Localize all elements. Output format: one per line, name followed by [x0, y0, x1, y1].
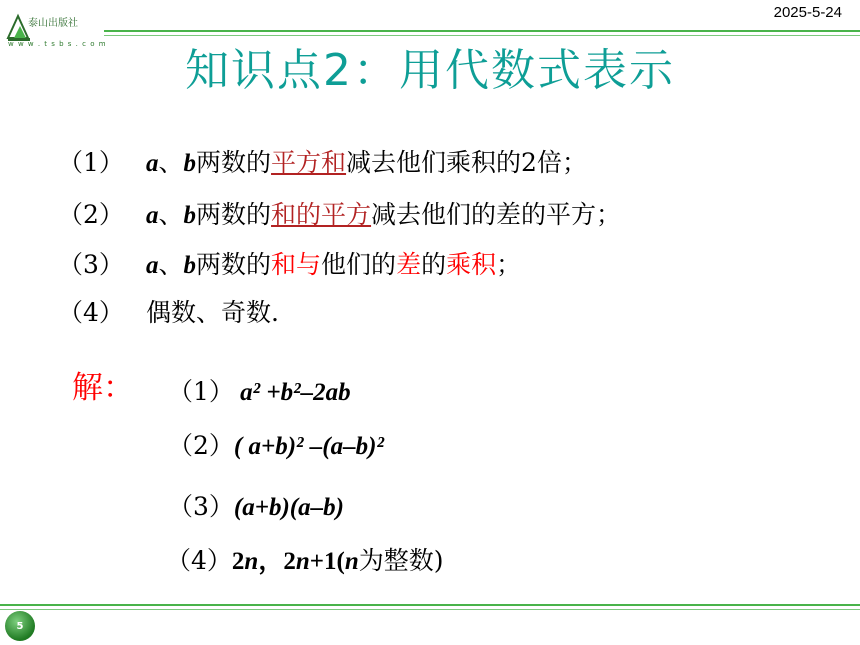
answer-text: 2	[231, 548, 245, 575]
answer-number: （1）	[168, 377, 234, 406]
slide-title: 知识点2：用代数式表示	[185, 45, 675, 96]
highlight-term: 乘积	[446, 250, 497, 279]
footer-rule-thin	[0, 609, 860, 610]
text: 两数的	[196, 148, 272, 177]
var-a: a	[146, 252, 159, 279]
question-2	[58, 195, 621, 231]
answer-text: 为整数)	[358, 546, 444, 575]
answer-4	[166, 541, 443, 577]
page-number-badge: 5	[5, 611, 35, 641]
solution-label: 解：	[72, 370, 134, 406]
publisher-url: w w w . t s b s . c o m	[8, 40, 107, 48]
answer-number: （3）	[168, 492, 234, 521]
question-number: （3）	[58, 250, 124, 279]
answer-2	[168, 426, 384, 462]
answer-expression: a² +b²–2ab	[233, 379, 351, 406]
text: 两数的	[196, 250, 272, 279]
question-number: （1）	[58, 148, 124, 177]
var-a: a	[146, 150, 159, 177]
answer-expression: ( a+b)² –(a–b)²	[233, 433, 384, 460]
underlined-term: 和的平方	[271, 200, 372, 229]
var-b: b	[183, 202, 197, 229]
text: 两数的	[196, 200, 272, 229]
separator: 、	[158, 148, 184, 177]
answer-number: （2）	[168, 431, 234, 460]
text: 他们的	[321, 250, 397, 279]
text: 偶数、奇数.	[146, 298, 279, 327]
highlight-term: 和与	[271, 250, 322, 279]
underlined-term: 平方和	[271, 148, 347, 177]
var-n: n	[295, 548, 310, 575]
answer-3	[168, 487, 344, 523]
publisher-name: 泰山出版社	[28, 18, 78, 29]
text: 的	[421, 250, 447, 279]
footer-rule	[0, 604, 860, 606]
answer-text: ，2	[258, 548, 296, 575]
text: 减去他们乘积的2倍；	[346, 148, 587, 177]
answer-text: +1(	[309, 548, 345, 575]
answer-number: （4）	[166, 546, 232, 575]
var-b: b	[183, 252, 197, 279]
question-number: （4）	[58, 298, 124, 327]
question-3	[58, 245, 521, 281]
separator: 、	[158, 250, 184, 279]
header-rule	[104, 30, 860, 32]
question-4	[58, 293, 279, 329]
separator: 、	[158, 200, 184, 229]
question-1	[58, 143, 587, 179]
var-n: n	[244, 548, 259, 575]
text: 减去他们的差的平方；	[371, 200, 622, 229]
answer-expression: (a+b)(a–b)	[233, 494, 344, 521]
var-b: b	[183, 150, 197, 177]
slide-date: 2025-5-24	[773, 4, 842, 21]
var-a: a	[146, 202, 159, 229]
text: ；	[496, 250, 522, 279]
question-number: （2）	[58, 200, 124, 229]
answer-1	[168, 372, 351, 408]
highlight-term: 差	[396, 250, 422, 279]
var-n: n	[344, 548, 359, 575]
